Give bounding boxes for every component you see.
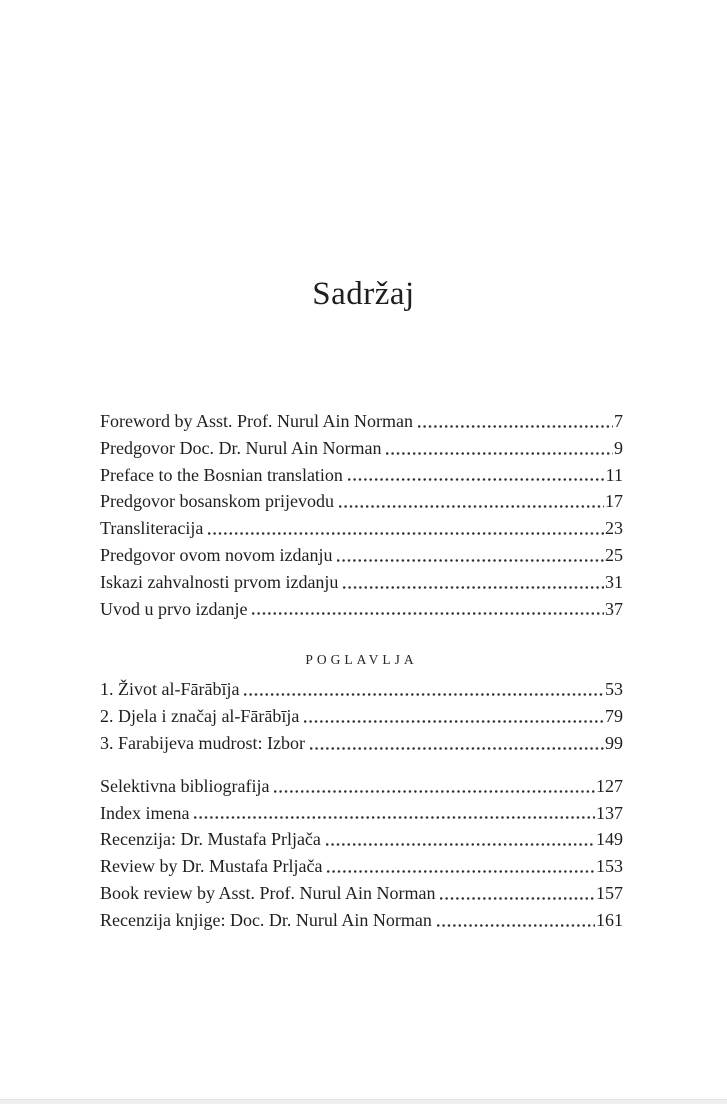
dot-leader: [348, 478, 605, 481]
page-bottom-edge: [0, 1099, 727, 1104]
toc-entry-page-number: 9: [614, 437, 623, 458]
toc-entry-label: Predgovor ovom novom izdanju: [100, 544, 333, 565]
page-title: Sadržaj: [312, 276, 415, 312]
toc-entry-label: Book review by Asst. Prof. Nurul Ain Norman: [100, 882, 436, 903]
toc-entry-label: Index imena: [100, 802, 190, 823]
toc-section-back-matter: [100, 773, 623, 934]
toc-entry-page-number: 23: [605, 518, 623, 539]
toc-entry-label: Selektivna bibliografija: [100, 775, 270, 796]
dot-leader: [440, 897, 595, 900]
toc-entry: [100, 569, 623, 596]
toc-entry-page-number: 53: [605, 679, 623, 700]
dot-leader: [208, 532, 604, 535]
toc-entry-label: Recenzija knjige: Doc. Dr. Nurul Ain Norman: [100, 909, 432, 930]
dot-leader: [244, 693, 604, 696]
toc-entry-label: 1. Život al-Fārābīja: [100, 679, 240, 700]
toc-entry-page-number: 127: [596, 775, 623, 796]
toc-section-chapters: [100, 676, 623, 756]
toc-entry-page-number: 17: [605, 491, 623, 512]
toc-entry: [100, 880, 623, 907]
toc-entry-label: Uvod u prvo izdanje: [100, 598, 248, 619]
toc-entry: [100, 408, 623, 435]
toc-entry-page-number: 37: [605, 598, 623, 619]
toc-entry-label: Preface to the Bosnian translation: [100, 464, 343, 485]
toc-entry-label: Iskazi zahvalnosti prvom izdanju: [100, 571, 339, 592]
toc-entry-page-number: 149: [596, 829, 623, 850]
toc-entry: [100, 826, 623, 853]
dot-leader: [343, 586, 604, 589]
toc-entry: [100, 853, 623, 880]
dot-leader: [310, 747, 604, 750]
dot-leader: [337, 559, 604, 562]
toc-entry-label: Transliteracija: [100, 518, 204, 539]
toc-entry: [100, 773, 623, 800]
toc-entry-page-number: 157: [596, 882, 623, 903]
toc-entry-page-number: 99: [605, 732, 623, 753]
table-of-contents: [100, 408, 623, 934]
toc-entry-label: Predgovor Doc. Dr. Nurul Ain Norman: [100, 437, 382, 458]
toc-entry-page-number: 137: [596, 802, 623, 823]
dot-leader: [418, 425, 613, 428]
dot-leader: [437, 924, 595, 927]
dot-leader: [304, 720, 604, 723]
dot-leader: [327, 870, 595, 873]
dot-leader: [386, 452, 613, 455]
toc-entry-page-number: 7: [614, 411, 623, 431]
toc-entry-page-number: 25: [605, 544, 623, 565]
toc-entry: [100, 800, 623, 827]
toc-entry: [100, 488, 623, 515]
toc-entry: [100, 542, 623, 569]
toc-entry-label: Foreword by Asst. Prof. Nurul Ain Norman: [100, 411, 413, 431]
toc-entry-label: Review by Dr. Mustafa Prljača: [100, 856, 323, 877]
toc-entry-page-number: 153: [596, 856, 623, 877]
dot-leader: [326, 843, 595, 846]
toc-entry: [100, 907, 623, 934]
toc-entry-page-number: 161: [596, 909, 623, 930]
toc-entry: [100, 676, 623, 703]
toc-entry-label: 3. Farabijeva mudrost: Izbor: [100, 732, 305, 753]
dot-leader: [194, 816, 595, 819]
toc-entry: [100, 515, 623, 542]
toc-entry: [100, 435, 623, 462]
toc-entry-label: Predgovor bosanskom prijevodu: [100, 491, 334, 512]
dot-leader: [274, 790, 595, 793]
toc-section-front-matter: [100, 408, 623, 622]
dot-leader: [339, 505, 604, 508]
toc-entry: [100, 730, 623, 757]
section-heading-poglavlja: POGLAVLJA: [305, 652, 418, 668]
toc-entry-page-number: 11: [605, 464, 623, 485]
toc-entry-page-number: 31: [605, 571, 623, 592]
toc-entry: [100, 462, 623, 489]
toc-entry-page-number: 79: [605, 706, 623, 727]
toc-entry: [100, 596, 623, 623]
dot-leader: [252, 612, 604, 615]
toc-entry-label: Recenzija: Dr. Mustafa Prljača: [100, 829, 321, 850]
toc-entry: [100, 703, 623, 730]
toc-entry-label: 2. Djela i značaj al-Fārābīja: [100, 706, 300, 727]
